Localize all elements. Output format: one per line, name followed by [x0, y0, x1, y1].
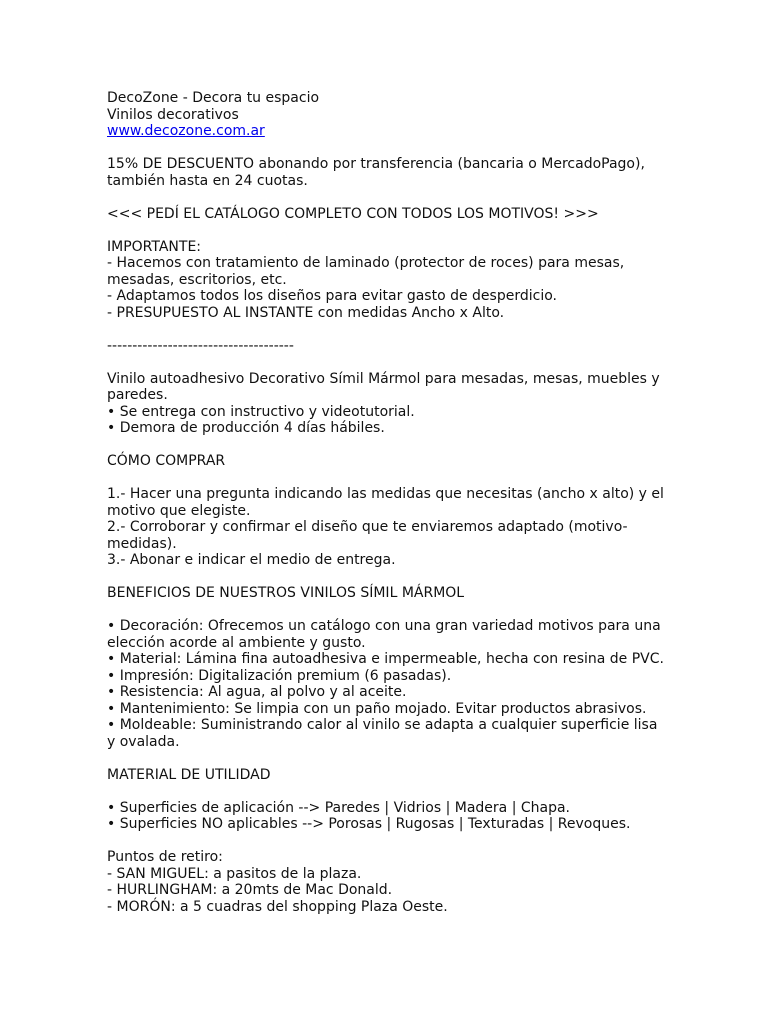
spacer	[107, 470, 667, 487]
material-heading: MATERIAL DE UTILIDAD	[107, 766, 271, 783]
discount-line-1: 15% DE DESCUENTO abonando por transferencia (bancaria o MercadoPago),	[107, 156, 645, 172]
pickup-item: - MORÓN: a 5 cuadras del shopping Plaza Oeste.	[107, 898, 448, 915]
important-item: mesadas, escritorios, etc.	[107, 271, 287, 288]
benefit-item: • Moldeable: Suministrando calor al vinilo se adapta a cualquier superficie lisa	[107, 717, 658, 733]
spacer	[107, 437, 667, 454]
discount-line-2: también hasta en 24 cuotas.	[107, 172, 308, 189]
catalog-cta: <<< PEDÍ EL CATÁLOGO COMPLETO CON TODOS LOS MOTIVOS! >>>	[107, 205, 599, 222]
important-heading: IMPORTANTE:	[107, 238, 202, 255]
spacer	[107, 569, 667, 586]
product-bullet: • Se entrega con instructivo y videotutorial.	[107, 403, 415, 420]
benefit-item: y ovalada.	[107, 733, 180, 750]
spacer	[107, 833, 667, 850]
benefit-item: • Resistencia: Al agua, al polvo y al aceite.	[107, 684, 407, 700]
how-to-buy-step: 1.- Hacer una pregunta indicando las medidas que necesitas (ancho x alto) y el	[107, 486, 664, 502]
product-bullet: • Demora de producción 4 días hábiles.	[107, 420, 385, 436]
spacer	[107, 321, 667, 338]
website-line	[107, 123, 667, 140]
important-item: - Adaptamos todos los diseños para evitar gasto de desperdicio.	[107, 288, 557, 304]
pickup-item: - SAN MIGUEL: a pasitos de la plaza.	[107, 865, 362, 882]
pickup-item: - HURLINGHAM: a 20mts de Mac Donald.	[107, 882, 393, 898]
how-to-buy-step: medidas).	[107, 535, 177, 552]
benefit-item: • Mantenimiento: Se limpia con un paño mojado. Evitar productos abrasivos.	[107, 700, 647, 717]
how-to-buy-step: 2.- Corroborar y confirmar el diseño que te enviaremos adaptado (motivo-	[107, 519, 628, 535]
spacer	[107, 189, 667, 206]
brand-title: DecoZone - Decora tu espacio	[107, 90, 320, 106]
spacer	[107, 750, 667, 767]
important-item: - PRESUPUESTO AL INSTANTE con medidas Ancho x Alto.	[107, 304, 505, 321]
material-item: • Superficies NO aplicables --> Porosas | Rugosas | Texturadas | Revoques.	[107, 816, 631, 832]
product-description-2: paredes.	[107, 387, 168, 403]
benefit-item: • Decoración: Ofrecemos un catálogo con una gran variedad motivos para una	[107, 618, 661, 634]
spacer	[107, 354, 667, 371]
material-item: • Superficies de aplicación --> Paredes | Vidrios | Madera | Chapa.	[107, 799, 571, 816]
website-link[interactable]: www.decozone.com.ar	[107, 123, 265, 139]
benefits-heading: BENEFICIOS DE NUESTROS VINILOS SÍMIL MÁRMOL	[107, 585, 465, 601]
important-item: - Hacemos con tratamiento de laminado (protector de roces) para mesas,	[107, 255, 625, 271]
brand-subtitle: Vinilos decorativos	[107, 106, 239, 123]
divider: -------------------------------------	[107, 337, 294, 354]
document-page	[107, 90, 667, 915]
how-to-buy-step: 3.- Abonar e indicar el medio de entrega.	[107, 552, 396, 568]
product-description-1: Vinilo autoadhesivo Decorativo Símil Mármol para mesadas, mesas, muebles y	[107, 370, 660, 387]
spacer	[107, 140, 667, 157]
spacer	[107, 602, 667, 619]
benefit-item: elección acorde al ambiente y gusto.	[107, 634, 366, 651]
how-to-buy-step: motivo que elegiste.	[107, 502, 251, 519]
benefit-item: • Impresión: Digitalización premium (6 pasadas).	[107, 667, 452, 684]
how-to-buy-heading: CÓMO COMPRAR	[107, 453, 226, 469]
benefit-item: • Material: Lámina fina autoadhesiva e impermeable, hecha con resina de PVC.	[107, 651, 664, 667]
spacer	[107, 222, 667, 239]
pickup-heading: Puntos de retiro:	[107, 849, 223, 865]
spacer	[107, 783, 667, 800]
